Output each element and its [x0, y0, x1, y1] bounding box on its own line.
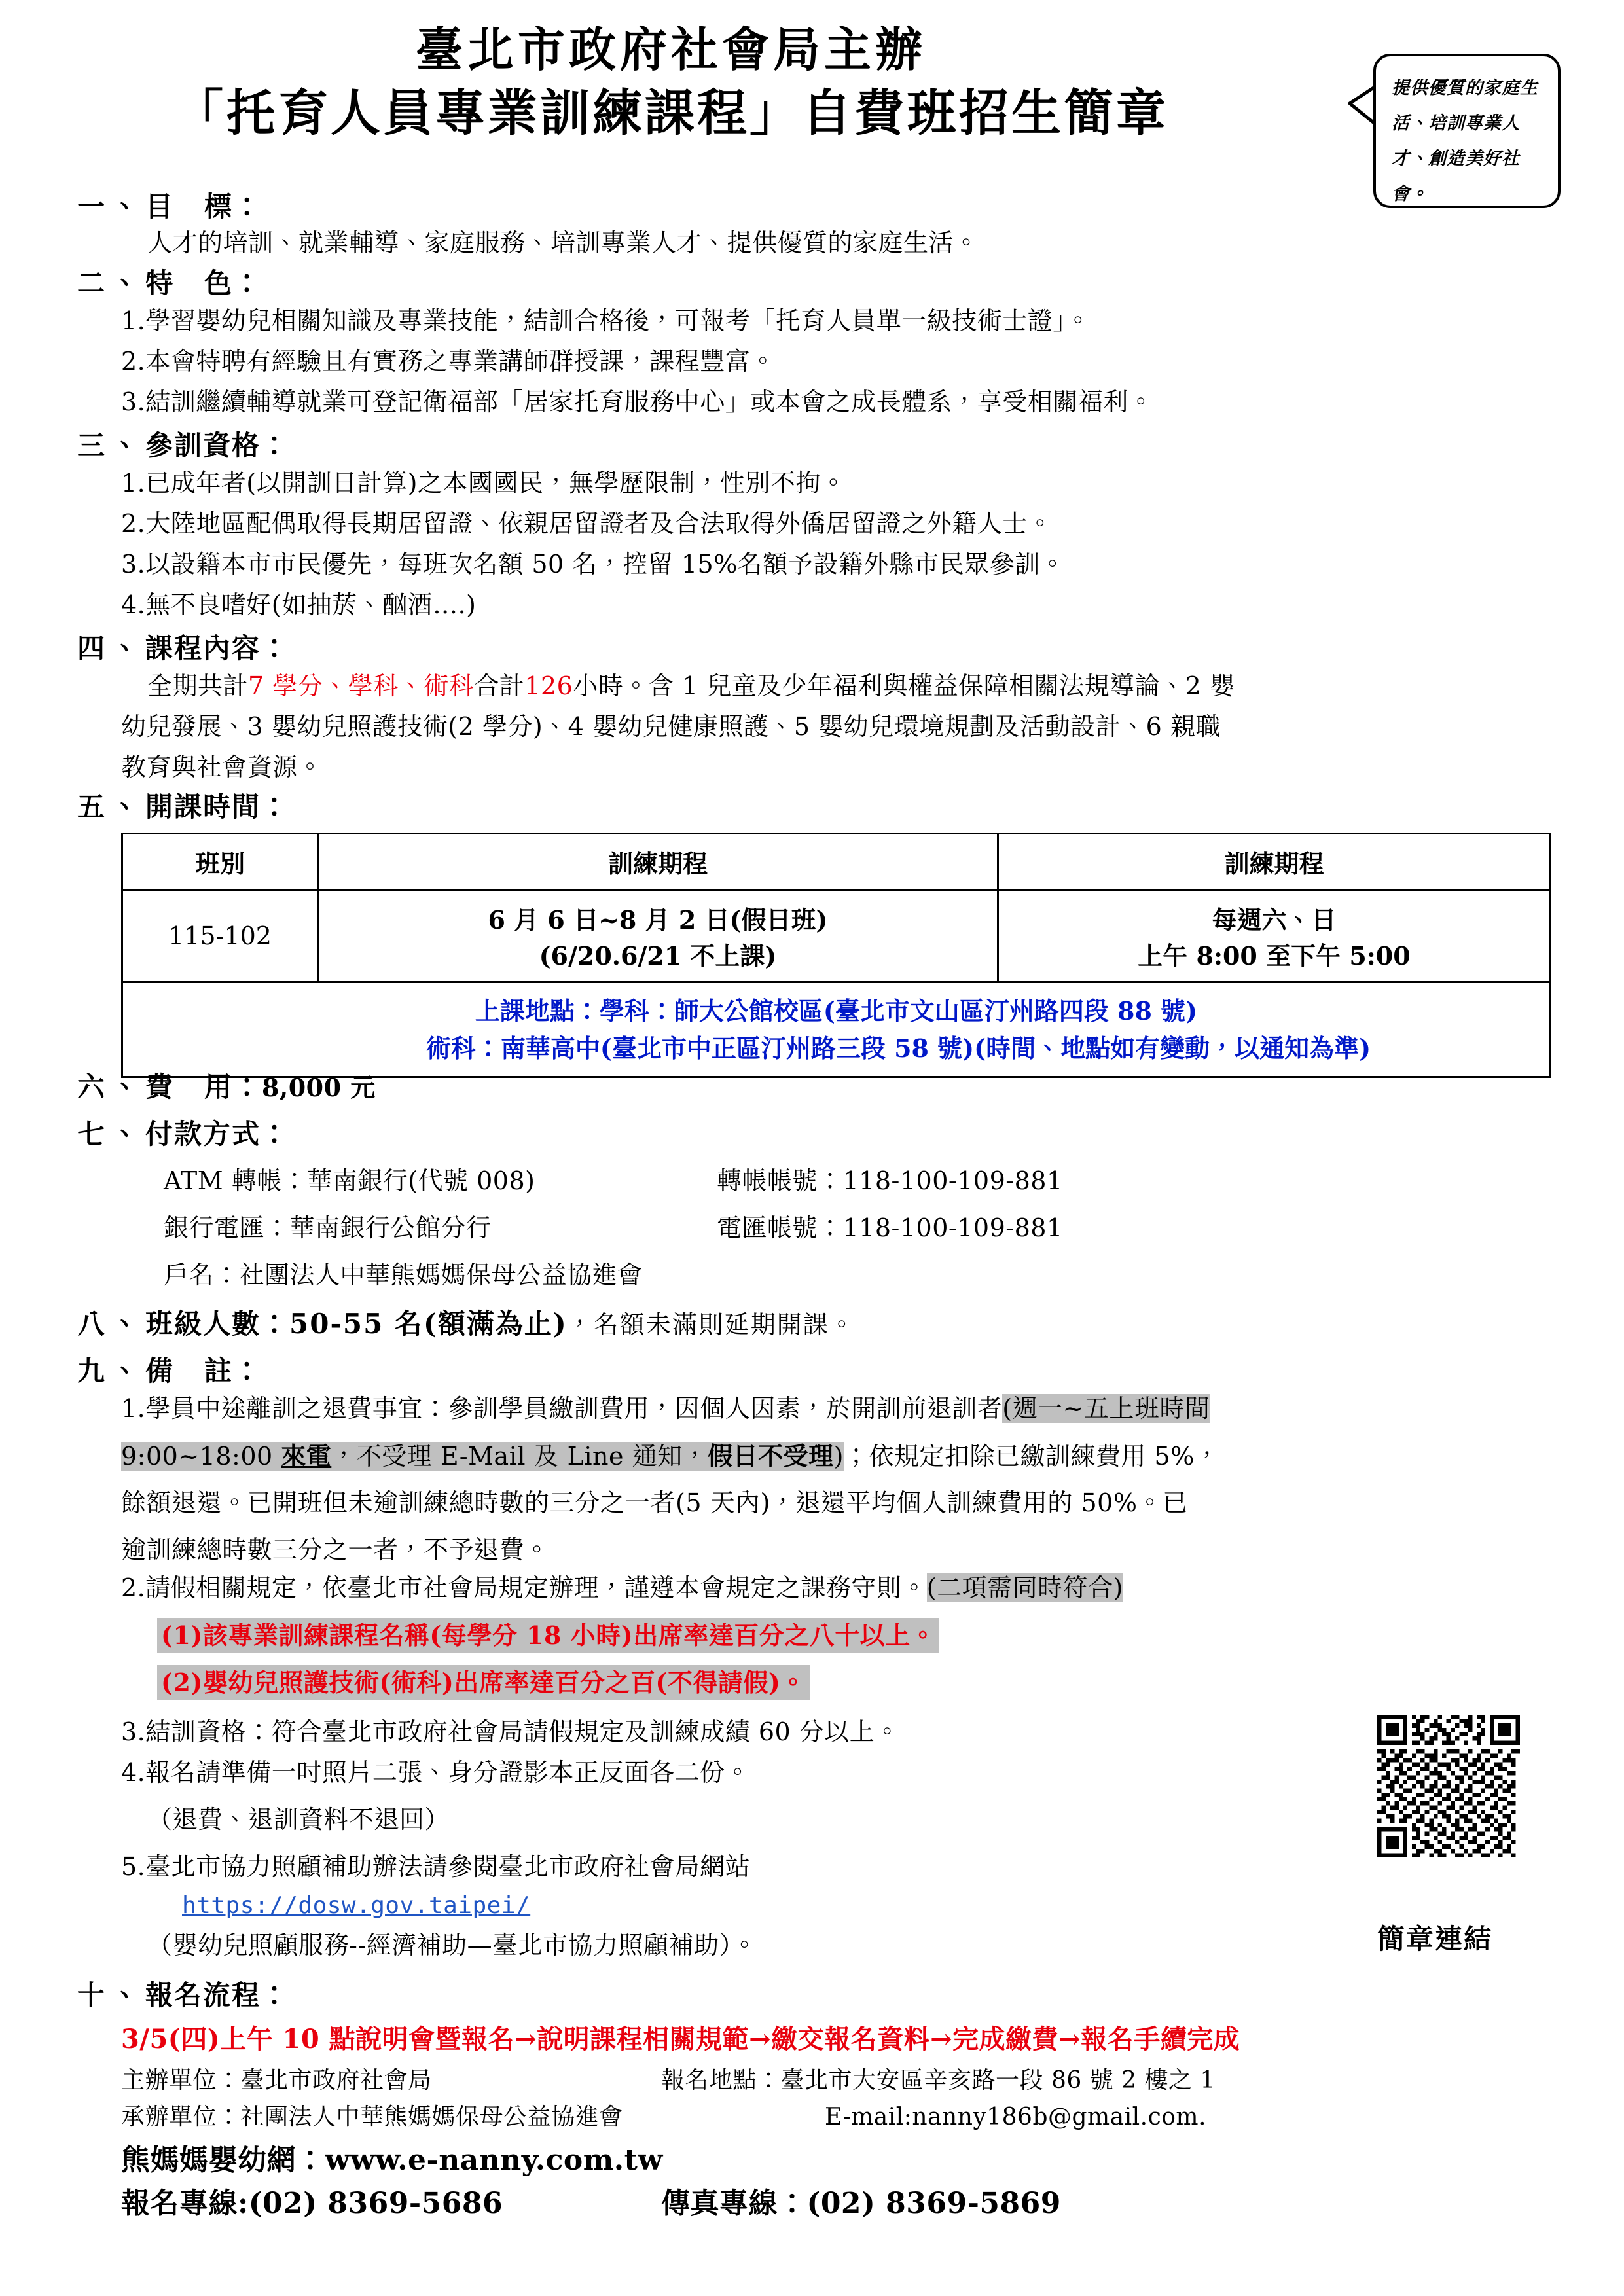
- page-title-block: [0, 22, 1342, 144]
- section-heading-8: [77, 1302, 856, 1342]
- location-line-2: 術科：南華高中(臺北市中正區汀州路三段 58 號)(時間、地點如有變動，以通知為準): [425, 1033, 1371, 1063]
- section-1-label: 目: [145, 190, 175, 223]
- section-6-fee-value: 8,000 元: [262, 1073, 376, 1102]
- section-1-number: 一、: [77, 190, 146, 223]
- section-heading-4: [77, 627, 289, 666]
- payment-wire-account: 電匯帳號：118-100-109-881: [717, 1213, 1063, 1242]
- section-4-line-3: 教育與社會資源。: [121, 753, 323, 781]
- registration-address: 報名地點：臺北市大安區辛亥路一段 86 號 2 樓之 1: [661, 2067, 1216, 2094]
- payment-atm-account: 轉帳帳號：118-100-109-881: [717, 1166, 1063, 1195]
- fax-number: 傳真專線：(02) 8369-5869: [661, 2187, 1061, 2220]
- section-9-label: 備: [145, 1355, 175, 1387]
- section-5-number: 五、: [77, 791, 146, 823]
- registration-phone: 報名專線:(02) 8369-5686: [121, 2187, 503, 2220]
- note-5b: （嬰幼兒照顧服務--經濟補助—臺北市協力照顧補助）。: [147, 1931, 757, 1960]
- section-4-credits-red: 7 學分、學科、術科: [248, 672, 475, 700]
- section-6-label: 費: [145, 1071, 175, 1103]
- section-8-capacity: 50-55 名(額滿為止): [289, 1308, 568, 1340]
- section-4-line1-a: 全期共計: [147, 672, 249, 700]
- qr-code-svg: [1377, 1715, 1520, 1857]
- organizer-label: 主辦單位：臺北市政府社會局: [121, 2067, 432, 2094]
- section-3-label: 參訓資格：: [145, 429, 290, 461]
- section-heading-7: [77, 1113, 289, 1152]
- section-heading-3: [77, 424, 289, 463]
- note-1-holiday-emphasis: 假日不受理: [708, 1441, 834, 1471]
- note-1-paren-close: ): [833, 1442, 844, 1471]
- section-heading-10: [77, 1974, 289, 2013]
- note-1-no-email: ，不受理 E-Mail 及 Line 通知，: [331, 1442, 708, 1471]
- section-3-item-2: 2.大陸地區配偶取得長期居留證、依親居留證者及合法取得外僑居留證之外籍人士。: [121, 509, 1053, 538]
- qr-code-icon[interactable]: [1377, 1715, 1520, 1857]
- section-2-item-1: 1.學習嬰幼兒相關知識及專業技能，結訓合格後，可報考「托育人員單一級技術士證」。: [121, 306, 1091, 335]
- section-2-label2: 色：: [204, 267, 262, 299]
- section-5-label: 開課時間：: [145, 791, 290, 823]
- note-1-line-3: 餘額退還。已開班但未逾訓練總時數的三分之一者(5 天內)，退還平均個人訓練費用的 50%。已: [121, 1488, 1188, 1517]
- section-1-label2: 標：: [204, 190, 262, 223]
- note-5-link-wrap: [182, 1886, 530, 1924]
- course-schedule-table: [121, 833, 1551, 1078]
- note-1-highlight-2: [121, 1442, 844, 1471]
- period-line-2: (6/20.6/21 不上課): [539, 941, 777, 971]
- section-4-line1-b: 合計: [474, 672, 525, 700]
- note-1-line-2: [121, 1437, 1219, 1476]
- note-2-sub-1: (1)該專業訓練課程名稱(每學分 18 小時)出席率達百分之八十以上。: [157, 1618, 939, 1653]
- table-header-schedule: 訓練期程: [998, 834, 1551, 890]
- section-9-number: 九、: [77, 1355, 146, 1387]
- section-10-label: 報名流程：: [145, 1979, 290, 2011]
- note-2-badge: (二項需同時符合): [926, 1573, 1123, 1602]
- note-1-highlight-1: (週一~五上班時間: [1002, 1394, 1210, 1423]
- section-10-number: 十、: [77, 1979, 146, 2011]
- location-line-2-wrap: [128, 1030, 1544, 1067]
- section-2-number: 二、: [77, 267, 146, 299]
- registration-flow: 3/5(四)上午 10 點說明會暨報名→說明課程相關規範→繳交報名資料→完成繳費→報名手續完成: [121, 2024, 1240, 2054]
- section-4-number: 四、: [77, 632, 146, 664]
- note-1-hours: 9:00~18:00: [121, 1442, 281, 1471]
- section-2-item-2: 2.本會特聘有經驗且有實務之專業講師群授課，課程豐富。: [121, 347, 776, 376]
- note-4: 4.報名請準備一吋照片二張、身分證影本正反面各二份。: [121, 1758, 751, 1787]
- section-4-line-1: [147, 668, 1235, 706]
- organization-website: 熊媽媽嬰幼網：www.e-nanny.com.tw: [121, 2144, 663, 2177]
- note-5: 5.臺北市協力照顧補助辦法請參閱臺北市政府社會局網站: [121, 1852, 751, 1881]
- page-title-line1: 臺北市政府社會局主辦: [415, 22, 926, 77]
- note-2-text: 2.請假相關規定，依臺北市社會局規定辦理，謹遵本會規定之課務守則。: [121, 1573, 927, 1602]
- payment-wire-label: 銀行電匯：華南銀行公館分行: [164, 1213, 492, 1242]
- section-6-label2: 用：: [204, 1071, 262, 1103]
- note-2-sub-1-wrap: [157, 1617, 939, 1655]
- note-2-line-1: [121, 1570, 1123, 1607]
- executor-label: 承辦單位：社團法人中華熊媽媽保母公益協進會: [121, 2104, 623, 2130]
- section-9-label2: 註：: [204, 1355, 262, 1387]
- slogan-speech-bubble: [1346, 54, 1562, 209]
- table-cell-schedule: [998, 890, 1551, 982]
- section-8-capacity-note: ，名額未滿則延期開課。: [567, 1310, 856, 1339]
- note-3: 3.結訓資格：符合臺北市政府社會局請假規定及訓練成績 60 分以上。: [121, 1717, 900, 1746]
- section-4-line1-c: 小時。含 1 兒童及少年福利與權益保障相關法規導論、2 嬰: [573, 672, 1235, 700]
- payment-account-name: 戶名：社團法人中華熊媽媽保母公益協進會: [164, 1261, 643, 1289]
- page-title-line2: 「托育人員專業訓練課程」自費班招生簡章: [173, 83, 1168, 142]
- note-4b: （退費、退訓資料不退回）: [147, 1805, 450, 1834]
- table-location-row: [122, 982, 1551, 1077]
- section-4-hours-red: 126: [524, 672, 573, 700]
- section-heading-2: [77, 262, 262, 301]
- table-header-class: 班別: [122, 834, 318, 890]
- section-2-item-3: 3.結訓繼續輔導就業可登記衛福部「居家托育服務中心」或本會之成長體系，享受相關福利。: [121, 387, 1154, 416]
- note-1-line-4: 逾訓練總時數三分之一者，不予退費。: [121, 1535, 550, 1564]
- table-cell-period: [318, 890, 998, 982]
- section-6-number: 六、: [77, 1071, 146, 1103]
- note-1-seg-2: ；依規定扣除已繳訓練費用 5%，: [843, 1442, 1220, 1471]
- section-heading-5: [77, 785, 289, 825]
- note-2-sub-2-wrap: [157, 1664, 810, 1702]
- section-8-number: 八、: [77, 1308, 146, 1340]
- section-3-item-4: 4.無不良嗜好(如抽菸、酗酒….): [121, 590, 477, 619]
- section-heading-6: [77, 1066, 376, 1107]
- note-2-sub-2: (2)嬰幼兒照護技術(術科)出席率達百分之百(不得請假)。: [157, 1665, 810, 1700]
- schedule-line-1: 每週六、日: [1212, 905, 1337, 935]
- section-1-body: 人才的培訓、就業輔導、家庭服務、培訓專業人才、提供優質的家庭生活。: [147, 228, 979, 257]
- location-line-1: 上課地點：學科：師大公館校區(臺北市文山區汀州路四段 88 號): [475, 996, 1198, 1026]
- table-row: [122, 890, 1551, 982]
- note-1-call-emphasis: 來電: [281, 1441, 332, 1471]
- section-3-item-3: 3.以設籍本市市民優先，每班次名額 50 名，控留 15%名額予設籍外縣市民眾參訓。: [121, 550, 1066, 579]
- period-line-1: 6 月 6 日~8 月 2 日(假日班): [488, 905, 828, 935]
- section-7-number: 七、: [77, 1118, 146, 1150]
- payment-atm-label: ATM 轉帳：華南銀行(代號 008): [164, 1166, 535, 1195]
- section-4-label: 課程內容：: [145, 632, 290, 664]
- section-heading-9: [77, 1350, 262, 1389]
- section-4-line-2: 幼兒發展、3 嬰幼兒照護技術(2 學分)、4 嬰幼兒健康照護、5 嬰幼兒環境規劃及活動設計、6 親職: [121, 712, 1221, 741]
- table-cell-location: [122, 982, 1551, 1077]
- table-cell-class-id: 115-102: [122, 890, 318, 982]
- contact-email: E-mail:nanny186b@gmail.com.: [825, 2104, 1207, 2130]
- note-1-line-1: [121, 1390, 1210, 1428]
- section-heading-1: [77, 185, 262, 224]
- section-3-item-1: 1.已成年者(以開訓日計算)之本國國民，無學歷限制，性別不拘。: [121, 469, 846, 497]
- section-7-label: 付款方式：: [145, 1118, 290, 1150]
- section-2-label: 特: [145, 267, 175, 299]
- section-8-label: 班級人數：: [145, 1308, 290, 1340]
- table-header-row: [122, 834, 1551, 890]
- note-1-seg-1: 1.學員中途離訓之退費事宜：參訓學員繳訓費用，因個人因素，於開訓前退訓者: [121, 1394, 1003, 1423]
- section-3-number: 三、: [77, 429, 146, 461]
- qr-code-label: 簡章連結: [1377, 1923, 1493, 1955]
- dosw-website-link[interactable]: https://dosw.gov.taipei/: [182, 1892, 531, 1919]
- table-header-period: 訓練期程: [318, 834, 998, 890]
- schedule-line-2: 上午 8:00 至下午 5:00: [1138, 941, 1411, 971]
- slogan-text: 提供優質的家庭生活、培訓專業人才、創造美好社會。: [1373, 54, 1561, 208]
